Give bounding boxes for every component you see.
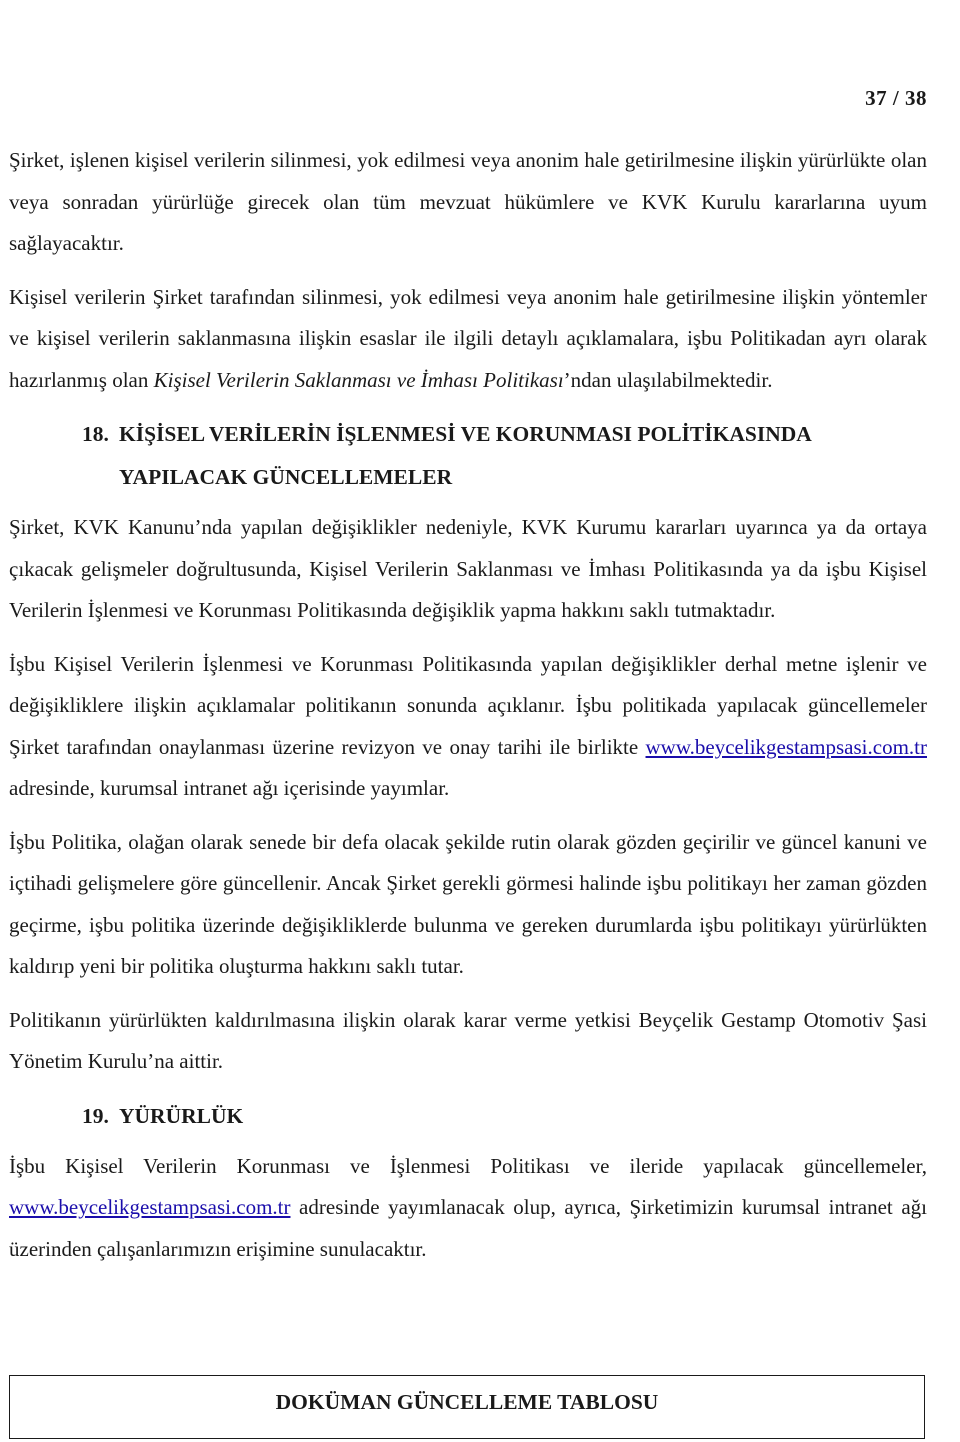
section-title: YÜRÜRLÜK [119, 1103, 244, 1128]
website-link[interactable]: www.beycelikgestampsasi.com.tr [9, 1195, 291, 1219]
page-number: 37 / 38 [865, 86, 927, 110]
paragraph-text: Kişisel verilerin Şirket tarafından silinmesi, yok edilmesi veya anonim hale getirilmesine ilişkin yöntemler ve kişisel verilerin saklanmasına ilişkin esaslar ile ilgili detaylı açıklamalara, işbu Politikadan ayrı olarak hazırlanmış olan [9, 284, 927, 392]
paragraph-text: İşbu Kişisel Verilerin Korunması ve İşlenmesi Politikası ve ileride yapılacak güncellemeler, [9, 1153, 927, 1178]
paragraph-text: adresinde yayımlanacak olup, ayrıca, Şirketimizin kurumsal intranet ağı üzerinden çalışanlarımızın erişimine sunulacaktır. [9, 1195, 927, 1261]
paragraph-deletion-compliance: Şirket, işlenen kişisel verilerin silinmesi, yok edilmesi veya anonim hale getirilmesine ilişkin yürürlükte olan veya sonradan yürürlüğe girecek olan tüm mevzuat hükümlere ve KVK Kurulu kararlarına uyum sağlayacaktır. [9, 148, 927, 255]
paragraph-reserve-right: Şirket, KVK Kanunu’nda yapılan değişiklikler nedeniyle, KVK Kurumu kararları uyarınca ya da ortaya çıkacak gelişmeler doğrultusunda, Kişisel Verilerin Saklanması ve İmhası Politikasında ya da işbu Kişisel Verilerin İşlenmesi ve Korunması Politikasında değişiklik yapma hakkını saklı tutmaktadır. [9, 515, 927, 622]
website-link[interactable]: www.beycelikgestampsasi.com.tr [645, 734, 927, 759]
paragraph-text: ’ndan ulaşılabilmektedir. [563, 367, 773, 392]
paragraph-annual-review: İşbu Politika, olağan olarak senede bir defa olacak şekilde rutin olarak gözden geçirilir ve güncel kanuni ve içtihadi gelişmelere göre güncellenir. Ancak Şirket gerekli görmesi halinde işbu politikayı her zaman gözden geçirme, işbu politika üzerinde değişikliklerde bulunma ve gereken durumlarda işbu politikayı yürürlükten kaldırıp yeni bir politika oluşturma hakkını saklı tutar. [9, 829, 927, 978]
policy-title-italic: Kişisel Verilerin Saklanması ve İmhası Politikası [153, 367, 564, 392]
paragraph-effectiveness [9, 1146, 927, 1271]
section-number: 19. [82, 1103, 109, 1128]
paragraph-updates-published [9, 644, 927, 810]
paragraph-text: adresinde, kurumsal intranet ağı içerisinde yayımlar. [9, 776, 450, 800]
section-heading-18 [9, 413, 927, 499]
section-number: 18. [82, 422, 109, 446]
paragraph-repeal-authority: Politikanın yürürlükten kaldırılmasına ilişkin olarak karar verme yetkisi Beyçelik Gestamp Otomotiv Şasi Yönetim Kurulu’na aittir. [9, 1007, 927, 1073]
section-title: KİŞİSEL VERİLERİN İŞLENMESİ VE KORUNMASI POLİTİKASINDA YAPILACAK GÜNCELLEMELER [119, 422, 811, 489]
section-heading-19 [9, 1095, 927, 1138]
table-title: DOKÜMAN GÜNCELLEME TABLOSU [275, 1389, 659, 1414]
paragraph-deletion-methods [9, 277, 927, 402]
document-update-table [9, 1375, 925, 1439]
document-body [9, 140, 927, 1282]
paragraph-text: İşbu Kişisel Verilerin İşlenmesi ve Korunması Politikasında yapılan değişiklikler derhal metne işlenir ve değişikliklere ilişkin açıklamalar politikanın sonunda açıklanır. İşbu politikada yapılacak güncellemeler Şirket tarafından onaylanması üzerine revizyon ve onay tarihi ile birlikte [9, 651, 927, 759]
